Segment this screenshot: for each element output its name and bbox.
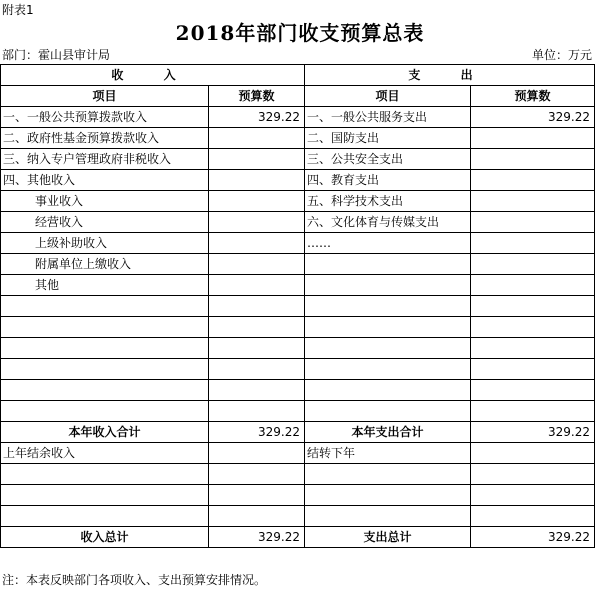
blank-row: [1, 464, 595, 485]
expense-budget-cell: [471, 212, 595, 233]
expense-item-cell: [305, 380, 471, 401]
table-row: [1, 359, 595, 380]
income-budget-cell: [209, 485, 305, 506]
income-item-cell: [1, 401, 209, 422]
income-budget-cell: [209, 170, 305, 191]
expense-item-cell: [305, 359, 471, 380]
expense-budget-cell: 329.22: [471, 107, 595, 128]
income-budget-cell: [209, 212, 305, 233]
income-budget-cell: [209, 296, 305, 317]
expense-item-cell: [305, 485, 471, 506]
income-grand-total-label: 收入总计: [1, 527, 209, 548]
table-row: [1, 191, 595, 212]
income-budget-header: 预算数: [209, 86, 305, 107]
footnote: 注：本表反映部门各项收入、支出预算安排情况。: [2, 573, 267, 587]
expense-carryover-label: 结转下年: [305, 443, 471, 464]
expense-item-cell: [305, 506, 471, 527]
expense-budget-cell: [471, 233, 595, 254]
table-row: [1, 317, 595, 338]
expense-budget-cell: [471, 359, 595, 380]
year-total-row: [1, 422, 595, 443]
expense-budget-cell: [471, 380, 595, 401]
table-row: [1, 107, 595, 128]
blank-row: [1, 506, 595, 527]
table-row: [1, 401, 595, 422]
income-budget-cell: [209, 191, 305, 212]
table-row: [1, 212, 595, 233]
income-item-cell: [1, 296, 209, 317]
table-row: [1, 275, 595, 296]
expense-item-cell: [305, 464, 471, 485]
income-budget-cell: [209, 254, 305, 275]
income-budget-cell: [209, 275, 305, 296]
grand-total-row: [1, 527, 595, 548]
income-item-cell: 事业收入: [1, 191, 209, 212]
income-item-cell: 三、纳入专户管理政府非税收入: [1, 149, 209, 170]
expense-budget-cell: [471, 401, 595, 422]
blank-row: [1, 485, 595, 506]
income-item-cell: [1, 359, 209, 380]
expense-year-total-label: 本年支出合计: [305, 422, 471, 443]
table-row: [1, 233, 595, 254]
expense-item-cell: 三、公共安全支出: [305, 149, 471, 170]
page-title: 2018年部门收支预算总表: [175, 21, 425, 45]
income-item-cell: [1, 380, 209, 401]
income-carryover-label: 上年结余收入: [1, 443, 209, 464]
table-row: [1, 128, 595, 149]
income-item-cell: 经营收入: [1, 212, 209, 233]
table-row: [1, 170, 595, 191]
table-row: [1, 380, 595, 401]
table-row: [1, 296, 595, 317]
expense-grand-total-label: 支出总计: [305, 527, 471, 548]
expense-budget-cell: [471, 170, 595, 191]
expense-item-cell: [305, 401, 471, 422]
income-item-cell: 二、政府性基金预算拨款收入: [1, 128, 209, 149]
income-budget-cell: [209, 506, 305, 527]
expense-section-header: 支 出: [305, 65, 595, 86]
income-item-cell: 一、一般公共预算拨款收入: [1, 107, 209, 128]
income-budget-cell: [209, 380, 305, 401]
expense-carryover-value: [471, 443, 595, 464]
expense-item-cell: [305, 317, 471, 338]
expense-budget-cell: [471, 338, 595, 359]
section-header-row: [1, 65, 595, 86]
income-budget-cell: [209, 338, 305, 359]
expense-budget-cell: [471, 485, 595, 506]
income-item-cell: [1, 338, 209, 359]
expense-year-total-value: 329.22: [471, 422, 595, 443]
carryover-row: [1, 443, 595, 464]
table-row: [1, 338, 595, 359]
expense-item-cell: 五、科学技术支出: [305, 191, 471, 212]
income-item-cell: 四、其他收入: [1, 170, 209, 191]
expense-item-cell: ……: [305, 233, 471, 254]
income-item-cell: [1, 506, 209, 527]
budget-table: [0, 64, 595, 548]
income-item-cell: [1, 317, 209, 338]
income-item-cell: [1, 464, 209, 485]
expense-grand-total-value: 329.22: [471, 527, 595, 548]
income-budget-cell: [209, 401, 305, 422]
income-budget-cell: [209, 464, 305, 485]
expense-budget-cell: [471, 275, 595, 296]
expense-budget-cell: [471, 506, 595, 527]
income-budget-cell: [209, 359, 305, 380]
income-grand-total-value: 329.22: [209, 527, 305, 548]
expense-item-cell: [305, 296, 471, 317]
income-budget-cell: 329.22: [209, 107, 305, 128]
expense-budget-cell: [471, 296, 595, 317]
income-budget-cell: [209, 149, 305, 170]
income-year-total-value: 329.22: [209, 422, 305, 443]
expense-budget-cell: [471, 317, 595, 338]
income-budget-cell: [209, 317, 305, 338]
income-section-header: 收 入: [1, 65, 305, 86]
expense-budget-cell: [471, 464, 595, 485]
expense-budget-cell: [471, 191, 595, 212]
expense-item-cell: 二、国防支出: [305, 128, 471, 149]
expense-item-cell: 四、教育支出: [305, 170, 471, 191]
expense-item-header: 项目: [305, 86, 471, 107]
expense-item-cell: 六、文化体育与传媒支出: [305, 212, 471, 233]
income-budget-cell: [209, 233, 305, 254]
income-item-cell: 其他: [1, 275, 209, 296]
expense-item-cell: [305, 338, 471, 359]
table-row: [1, 254, 595, 275]
income-item-cell: 上级补助收入: [1, 233, 209, 254]
income-carryover-value: [209, 443, 305, 464]
table-row: [1, 149, 595, 170]
column-header-row: [1, 86, 595, 107]
expense-budget-cell: [471, 149, 595, 170]
income-item-cell: 附属单位上缴收入: [1, 254, 209, 275]
expense-budget-header: 预算数: [471, 86, 595, 107]
expense-item-cell: 一、一般公共服务支出: [305, 107, 471, 128]
unit-label: 单位：万元: [531, 48, 592, 62]
department-label: 部门：霍山县审计局: [2, 48, 111, 62]
income-budget-cell: [209, 128, 305, 149]
expense-budget-cell: [471, 254, 595, 275]
income-year-total-label: 本年收入合计: [1, 422, 209, 443]
expense-item-cell: [305, 275, 471, 296]
income-item-header: 项目: [1, 86, 209, 107]
income-item-cell: [1, 485, 209, 506]
attachment-label: 附表1: [2, 3, 34, 17]
expense-item-cell: [305, 254, 471, 275]
expense-budget-cell: [471, 128, 595, 149]
